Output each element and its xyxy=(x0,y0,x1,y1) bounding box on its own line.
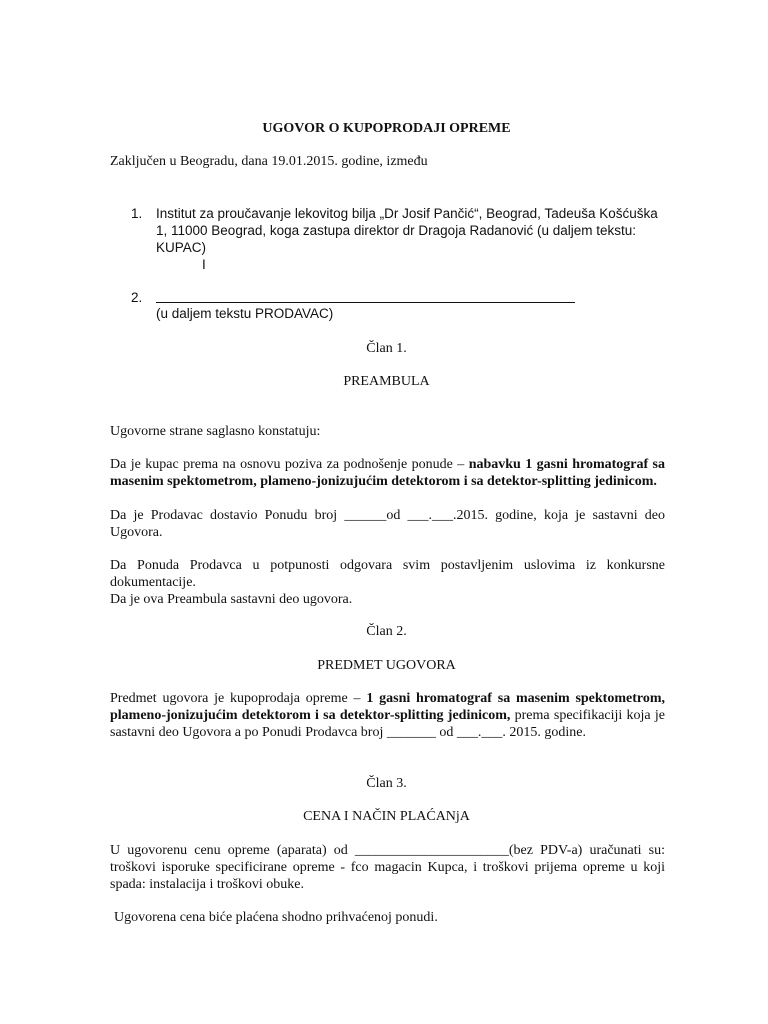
party-1-number: 1. xyxy=(131,206,143,221)
article-1-subheading: PREAMBULA xyxy=(343,374,430,389)
intro-line: Zaključen u Beogradu, dana 19.01.2015. godine, između xyxy=(110,154,428,169)
article-1-paragraph-1-bold: nabavku 1 gasni hromatograf sa masenim spektometrom, plameno-jonizujućim detektorom i sa detektor-splitting jedinicom. xyxy=(110,457,665,489)
article-1-lead: Ugovorne strane saglasno konstatuju: xyxy=(110,424,321,439)
article-2-text-b: prema specifikaciji koja je sastavni deo Ugovora a po Ponudi Prodavca broj _______ od ___.___. 2015. godine. xyxy=(110,708,665,740)
article-2-text-a: Predmet ugovora je kupoprodaja opreme – xyxy=(110,691,367,706)
article-3-paragraph-1: U ugovorenu cenu opreme (aparata) od ______________________(bez PDV-a) uračunati su: troškovi isporuke specificirane opreme - fco magacin Kupca, i troškovi prijema opreme u koji spada: instalacija i troškovi obuke. xyxy=(110,843,665,892)
article-3-subheading: CENA I NAČIN PLAĆANjA xyxy=(303,809,470,824)
document-title: UGOVOR O KUPOPRODAJI OPREME xyxy=(262,121,511,136)
article-3-paragraph-2: Ugovorena cena biće plaćena shodno prihvaćenoj ponudi. xyxy=(114,910,438,925)
article-2-text-bold: 1 gasni hromatograf sa masenim spektometrom, plameno-jonizujućim detektorom i sa detektor-splitting jedinicom, xyxy=(110,691,666,723)
conjunction: I xyxy=(202,257,206,272)
article-2-paragraph xyxy=(110,690,665,741)
party-1-text: Institut za proučavanje lekovitog bilja „Dr Josif Pančić“, Beograd, Tadeuša Košćuška 1, 11000 Beograd, koga zastupa direktor dr Dragoja Radanović (u daljem tekstu: KUPAC) xyxy=(156,206,658,255)
article-1-paragraph-1 xyxy=(110,456,665,490)
article-2-subheading: PREDMET UGOVORA xyxy=(317,658,456,673)
article-1-paragraph-4: Da je ova Preambula sastavni deo ugovora. xyxy=(110,592,353,607)
party-2-number: 2. xyxy=(131,290,143,305)
party-2-blank-line xyxy=(156,289,575,303)
party-2-text: (u daljem tekstu PRODAVAC) xyxy=(156,306,334,321)
article-1-paragraph-2: Da je Prodavac dostavio Ponudu broj ______od ___.___.2015. godine, koja je sastavni deo Ugovora. xyxy=(110,508,665,540)
article-1-heading: Član 1. xyxy=(366,341,407,356)
article-3-heading: Član 3. xyxy=(366,776,407,791)
article-1-paragraph-1-text: Da je kupac prema na osnovu poziva za podnošenje ponude – xyxy=(110,457,469,472)
article-1-paragraph-3: Da Ponuda Prodavca u potpunosti odgovara svim postavljenim uslovima iz konkursne dokumentacije. xyxy=(110,558,665,590)
article-2-heading: Član 2. xyxy=(366,624,407,639)
